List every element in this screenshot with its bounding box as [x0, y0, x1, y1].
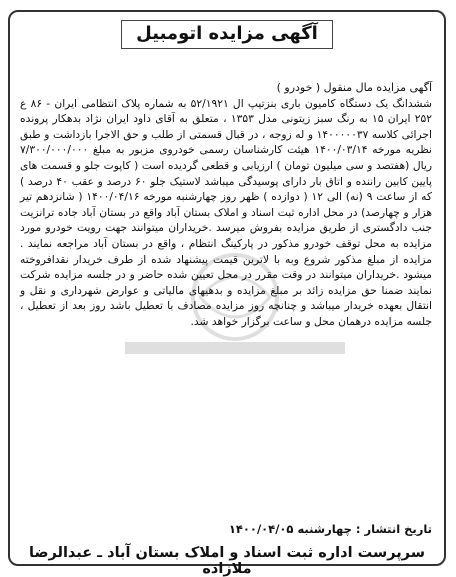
- signature-line: سرپرست اداره ثبت اسناد و املاک بستان آباد ـ عبدالرضا ملازاده: [29, 545, 425, 577]
- publish-date: تاریخ انتشار : چهارشنبه ۱۴۰۰/۰۴/۰۵: [228, 522, 432, 536]
- page-title: آگهی مزایده اتومبیل: [121, 20, 333, 49]
- announcement-body: [20, 80, 432, 330]
- announcement-frame: [8, 10, 446, 577]
- subheading: آگهی مزایده مال منقول ( خودرو ): [276, 81, 432, 94]
- title-area: [10, 20, 444, 49]
- body-text: ششدانگ یک دستگاه کامیون باری بنزتیپ ال ۵۲/۱۹۲۱ به شماره پلاک انتظامی ایران - ۸۶ ع ۲۵۲ ایران ۱۵ به رنگ سبز زیتونی مدل ۱۳۵۳ ، متعلق به آقای داود ایران نژاد بدهکار پرونده اجرائی کلاسه ۱۴۰۰۰۰۰۳۷ و له زوجه ، در قبال قسمتی از طلب و حق الاجرا بازداشت و طبق نظریه مورخه ۱۴۰۰/۰۳/۱۴ هیئت کارشناسان رسمی خودروی مزبور به مبلغ ۷/۳۰۰/۰۰۰/۰۰۰ ریال (هفتصد و سی میلیون تومان ) ارزیابی و قطعی گردیده است ( کاپوت جلو و قسمت های پایین کابین راننده و اتاق بار دارای پوسیدگی میباشد لاستیک جلو ۶۰ درصد و عقب ۴۰ درصد ) که از ساعت ۹ (نه) الی ۱۲ ( دوازده ) ظهر روز چهارشنبه مورخه ۱۴۰۰/۰۴/۱۶ ( شانزدهم تیر هزار و چهارصد) در محل اداره ثبت اسناد و املاک بستان آباد واقع در بستان آباد جاده ترانزیت جنب دادگستری از طریق مزایده بفروش میرسد .خریداران میتوانند جهت رویت خودرو مورد مزایده به محل توقف خودرو مذکور در پارکینگ انتظام ، واقع در بستان آباد مراجعه نمایند . مزایده از مبلغ مذکور شروع وبه با لاترین قیمت پیشنهاد شده از طرف خریدار نقدافروخته میشود .خریداران میتوانند در وقت مقرر در محل تعیین شده حاضر و در جلسه مزایده شرکت نمایند ضمنا حق مزایده زائد بر مبلغ مزایده و بدهیهای مالیاتی و عوارض شهرداری و نقل و انتقال بعهده خریدار میباشد و چنانچه روز مزایده مصادف با تعطیل باشد روز بعد از تعطیل ، جلسه مزایده درهمان محل و ساعت برگزار خواهد شد.: [20, 96, 432, 328]
